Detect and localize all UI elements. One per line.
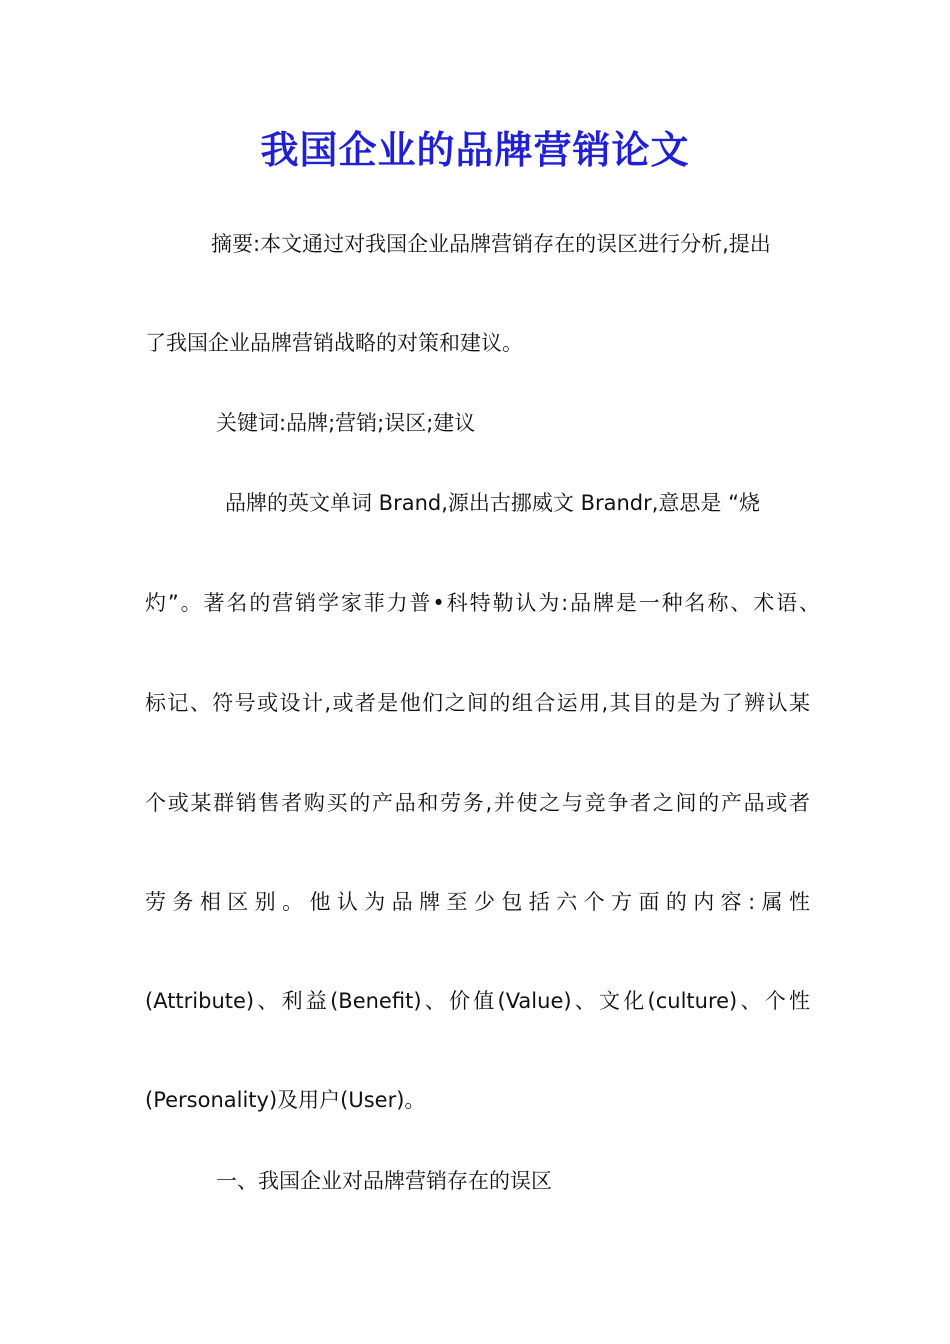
body-line-6: (Attribute)、利益(Benefit)、价值(Value)、文化(culture)、个性: [145, 989, 810, 1013]
body-line-5: 劳务相区别。他认为品牌至少包括六个方面的内容:属性: [145, 890, 810, 914]
body-line-4: 个或某群销售者购买的产品和劳务,并使之与竞争者之间的产品或者: [145, 791, 810, 815]
body-line-3: 标记、符号或设计,或者是他们之间的组合运用,其目的是为了辨认某: [145, 691, 810, 715]
body-line-1: 品牌的英文单词 Brand,源出古挪威文 Brandr,意思是 “烧: [225, 491, 760, 515]
abstract-line-1: 摘要:本文通过对我国企业品牌营销存在的误区进行分析,提出: [211, 232, 771, 256]
section-heading: 一、我国企业对品牌营销存在的误区: [216, 1169, 552, 1193]
abstract-line-2: 了我国企业品牌营销战略的对策和建议。: [145, 331, 523, 355]
body-line-2: 灼”。著名的营销学家菲力普•科特勒认为:品牌是一种名称、术语、: [145, 591, 820, 615]
body-line-7: (Personality)及用户(User)。: [145, 1088, 426, 1112]
keywords-line: 关键词:品牌;营销;误区;建议: [216, 411, 476, 435]
document-title: 我国企业的品牌营销论文: [260, 127, 690, 172]
